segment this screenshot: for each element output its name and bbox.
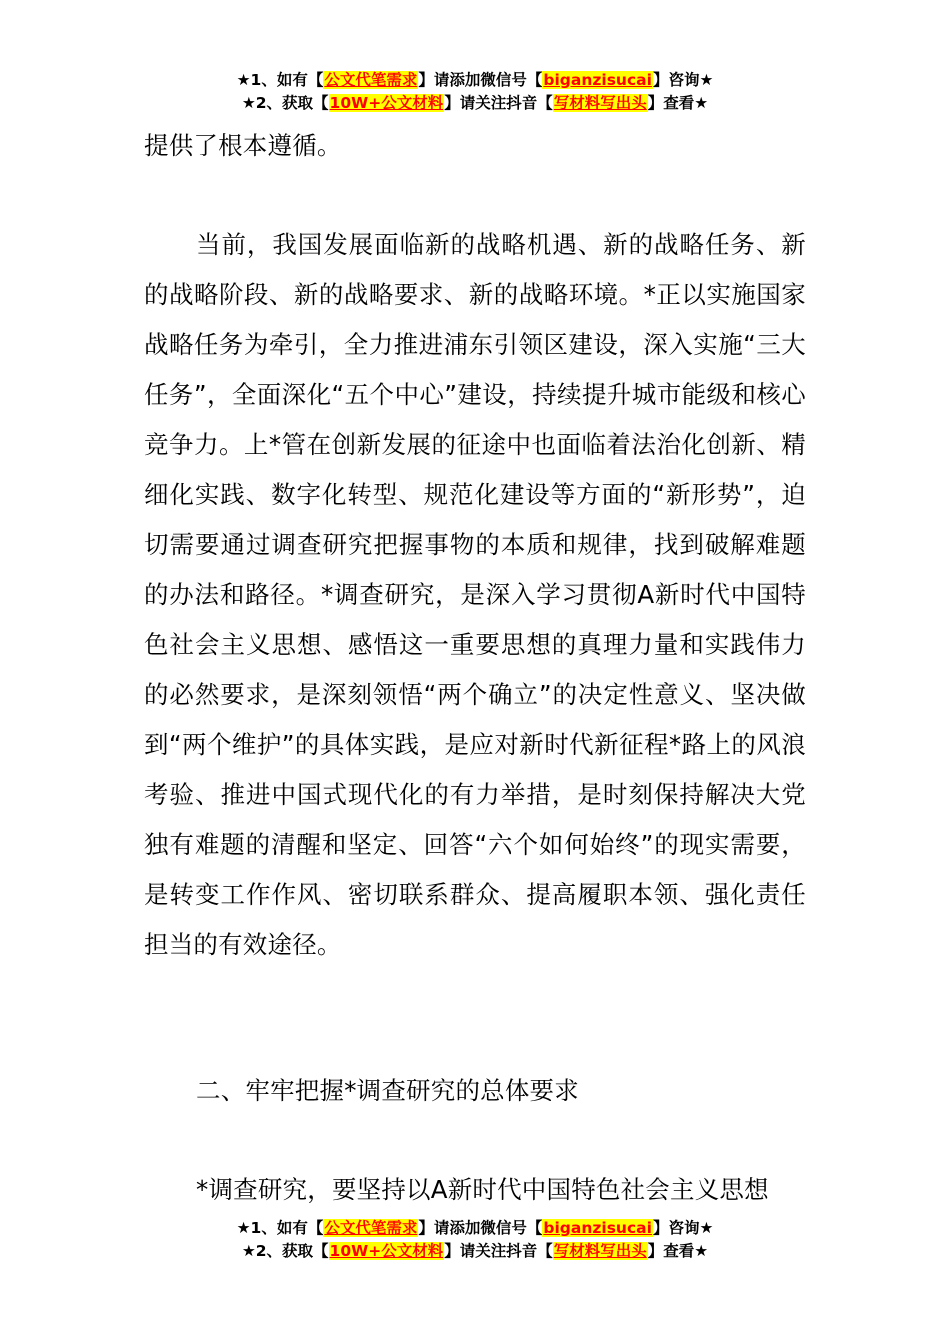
banner-text: 】查看★ bbox=[647, 1242, 709, 1260]
banner-text: 】请添加微信号【 bbox=[418, 1219, 543, 1237]
banner-text: 】咨询★ bbox=[652, 71, 714, 89]
banner-text: 】查看★ bbox=[647, 94, 709, 112]
banner-text: 】咨询★ bbox=[652, 1219, 714, 1237]
banner-line-2 bbox=[0, 92, 950, 115]
banner-text: 】请关注抖音【 bbox=[444, 1242, 553, 1260]
header-banner bbox=[0, 69, 950, 115]
banner-text: 】请关注抖音【 bbox=[444, 94, 553, 112]
banner-text: 】请添加微信号【 bbox=[418, 71, 543, 89]
highlight-wechat-id: biganzisucai bbox=[543, 1219, 652, 1237]
footer-banner bbox=[0, 1217, 950, 1263]
highlight-wechat-id: biganzisucai bbox=[543, 71, 652, 89]
paragraph-continued: 提供了根本遵循。 bbox=[144, 131, 342, 160]
paragraph-last: *调查研究，要坚持以A新时代中国特色社会主义思想 bbox=[196, 1175, 769, 1204]
highlight-materials: 10W+公文材料 bbox=[329, 94, 444, 112]
highlight-douyin: 写材料写出头 bbox=[553, 1242, 647, 1260]
banner-line-2 bbox=[0, 1240, 950, 1263]
banner-text: ★2、获取【 bbox=[241, 1242, 329, 1260]
highlight-douyin: 写材料写出头 bbox=[553, 94, 647, 112]
banner-line-1 bbox=[0, 69, 950, 92]
banner-text: ★1、如有【 bbox=[236, 71, 324, 89]
highlight-materials: 10W+公文材料 bbox=[329, 1242, 444, 1260]
highlight-service: 公文代笔需求 bbox=[324, 71, 418, 89]
paragraph-main: 当前，我国发展面临新的战略机遇、新的战略任务、新的战略阶段、新的战略要求、新的战略环境。*正以实施国家战略任务为牵引，全力推进浦东引领区建设，深入实施“三大任务”，全面深化“五个中心”建设，持续提升城市能级和核心竞争力。上*管在创新发展的征途中也面临着法治化创新、精细化实践、数字化转型、规范化建设等方面的“新形势”，迫切需要通过调查研究把握事物的本质和规律，找到破解难题的办法和路径。*调查研究，是深入学习贯彻A新时代中国特色社会主义思想、感悟这一重要思想的真理力量和实践伟力的必然要求，是深刻领悟“两个确立”的决定性意义、坚决做到“两个维护”的具体实践，是应对新时代新征程*路上的风浪考验、推进中国式现代化的有力举措，是时刻保持解决大党独有难题的清醒和坚定、回答“六个如何始终”的现实需要，是转变工作作风、密切联系群众、提高履职本领、强化责任担当的有效途径。 bbox=[144, 230, 806, 959]
section-heading: 二、牢牢把握*调查研究的总体要求 bbox=[196, 1076, 579, 1105]
banner-text: ★1、如有【 bbox=[236, 1219, 324, 1237]
banner-text: ★2、获取【 bbox=[241, 94, 329, 112]
highlight-service: 公文代笔需求 bbox=[324, 1219, 418, 1237]
banner-line-1 bbox=[0, 1217, 950, 1240]
